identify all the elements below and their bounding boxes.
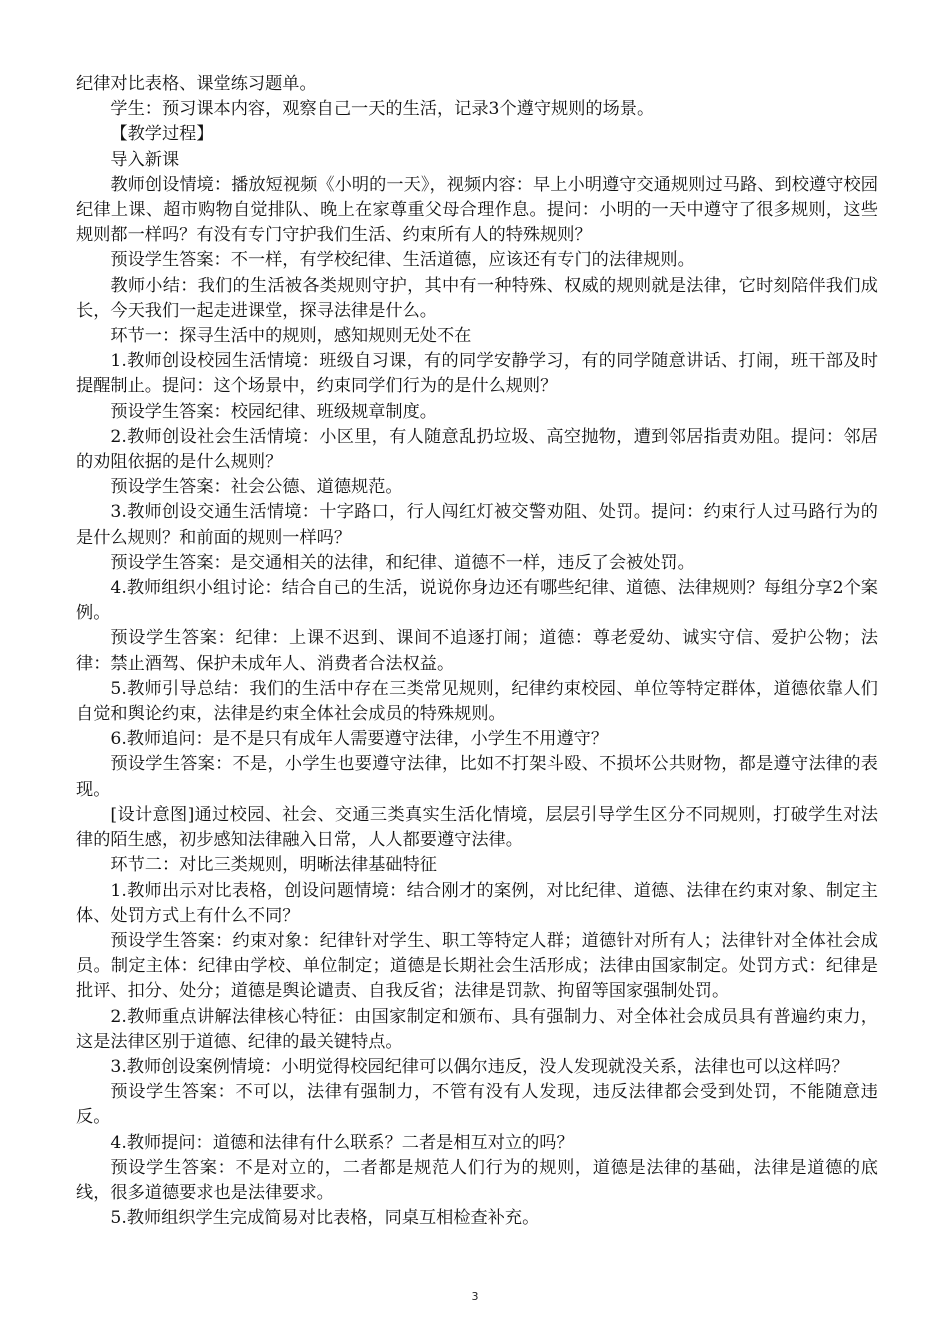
paragraph-materials-tail: 纪律对比表格、课堂练习题单。	[76, 74, 317, 94]
paragraph: 4.教师提问：道德和法律有什么联系？二者是相互对立的吗？	[110, 1132, 574, 1153]
subheading-stage-one: 环节一：探寻生活中的规则，感知规则无处不在	[110, 326, 472, 347]
design-intent-paragraph: [设计意图]通过校园、社会、交通三类真实生活化情境，层层引导学生区分不同规则，打破学生对法律的陌生感，初步感知法律融入日常，人人都要遵守法律。	[76, 804, 878, 851]
paragraph: 1.教师出示对比表格，创设问题情境：结合刚才的案例，对比纪律、道德、法律在约束对象、制定主体、处罚方式上有什么不同？	[76, 880, 878, 926]
paragraph: 预设学生答案：不是对立的，二者都是规范人们行为的规则，道德是法律的基础，法律是道德的底线，很多道德要求也是法律要求。	[76, 1157, 878, 1203]
page-number: 3	[471, 1290, 479, 1303]
paragraph: 预设学生答案：约束对象：纪律针对学生、职工等特定人群；道德针对所有人；法律针对全体社会成员。制定主体：纪律由学校、单位制定；道德是长期社会生活形成；法律由国家制定。处罚方式：纪律是批评、扣分、处分；道德是舆论谴责、自我反省；法律是罚款、拘留等国家强制处罚。	[76, 930, 878, 1002]
paragraph: 教师创设情境：播放短视频《小明的一天》，视频内容：早上小明遵守交通规则过马路、到校遵守校园纪律上课、超市购物自觉排队、晚上在家尊重父母合理作息。提问：小明的一天中遵守了很多规则，这些规则都一样吗？有没有专门守护我们生活、约束所有人的特殊规则？	[76, 174, 878, 246]
paragraph: 2.教师创设社会生活情境：小区里，有人随意乱扔垃圾、高空抛物，遭到邻居指责劝阻。提问：邻居的劝阻依据的是什么规则？	[76, 426, 878, 473]
paragraph: 5.教师组织学生完成简易对比表格，同桌互相检查补充。	[110, 1208, 540, 1229]
paragraph: 5.教师引导总结：我们的生活中存在三类常见规则，纪律约束校园、单位等特定群体，道德依靠人们自觉和舆论约束，法律是约束全体社会成员的特殊规则。	[76, 678, 878, 725]
paragraph: 预设学生答案：不可以，法律有强制力，不管有没有人发现，违反法律都会受到处罚，不能随意违反。	[76, 1082, 878, 1128]
paragraph: 预设学生答案：社会公德、道德规范。	[110, 477, 403, 498]
section-heading-teaching-process: 【教学过程】	[110, 124, 214, 145]
paragraph: 预设学生答案：不一样，有学校纪律、生活道德，应该还有专门的法律规则。	[110, 250, 695, 271]
subheading-stage-two: 环节二：对比三类规则，明晰法律基础特征	[110, 855, 437, 876]
paragraph: 预设学生答案：不是，小学生也要遵守法律，比如不打架斗殴、不损坏公共财物，都是遵守法律的表现。	[76, 754, 878, 800]
paragraph: 预设学生答案：校园纪律、班级规章制度。	[110, 401, 437, 422]
paragraph: 4.教师组织小组讨论：结合自己的生活，说说你身边还有哪些纪律、道德、法律规则？每组分享2个案例。	[76, 578, 878, 624]
paragraph: 3.教师创设交通生活情境：十字路口，行人闯红灯被交警劝阻、处罚。提问：约束行人过马路行为的是什么规则？和前面的规则一样吗？	[76, 502, 878, 548]
paragraph-student-prep: 学生：预习课本内容，观察自己一天的生活，记录3个遵守规则的场景。	[110, 99, 655, 120]
subheading-intro: 导入新课	[110, 149, 180, 170]
paragraph: 预设学生答案：是交通相关的法律，和纪律、道德不一样，违反了会被处罚。	[110, 552, 695, 573]
paragraph: 教师小结：我们的生活被各类规则守护，其中有一种特殊、权威的规则就是法律，它时刻陪伴我们成长，今天我们一起走进课堂，探寻法律是什么。	[76, 275, 878, 321]
paragraph: 1.教师创设校园生活情境：班级自习课，有的同学安静学习，有的同学随意讲话、打闹，班干部及时提醒制止。提问：这个场景中，约束同学们行为的是什么规则？	[76, 351, 878, 397]
paragraph: 2.教师重点讲解法律核心特征：由国家制定和颁布、具有强制力、对全体社会成员具有普遍约束力，这是法律区别于道德、纪律的最关键特点。	[76, 1006, 878, 1052]
paragraph: 6.教师追问：是不是只有成年人需要遵守法律，小学生不用遵守？	[110, 729, 609, 750]
paragraph: 预设学生答案：纪律：上课不迟到、课间不追逐打闹；道德：尊老爱幼、诚实守信、爱护公物；法律：禁止酒驾、保护未成年人、消费者合法权益。	[76, 628, 878, 674]
paragraph: 3.教师创设案例情境：小明觉得校园纪律可以偶尔违反，没人发现就没关系，法律也可以这样吗？	[110, 1056, 849, 1077]
